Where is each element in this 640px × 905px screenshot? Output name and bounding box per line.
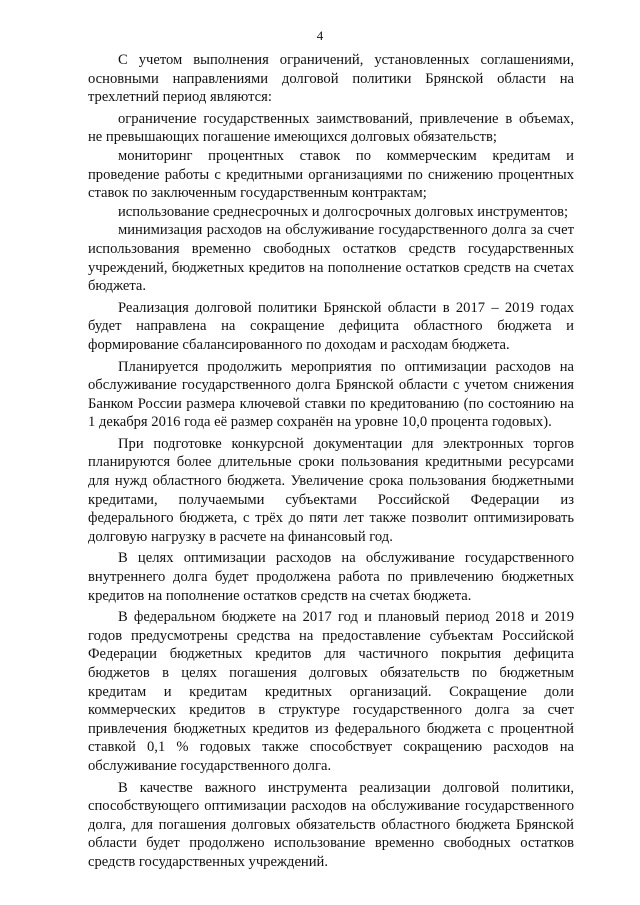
document-body <box>88 51 574 875</box>
paragraph-policy-implementation: Реализация долговой политики Брянской области в 2017 – 2019 годах будет направлена на сокращение дефицита областного бюджета и формирование сбалансированного по доходам и расходам бюджета. <box>88 299 574 353</box>
paragraph-tender-documentation: При подготовке конкурсной документации для электронных торгов планируются более длительные сроки пользования кредитными ресурсами для нужд областного бюджета. Увеличение срока пользования бюджетными кредитами, получаемыми субъектами Российской Федерации из федерального бюджета, с трёх до пяти лет также позволит оптимизировать долговую нагрузку в расчете на финансовый год. <box>88 435 574 545</box>
paragraph-budget-credits: В целях оптимизации расходов на обслуживание государственного внутреннего долга будет продолжена работа по привлечению бюджетных кредитов на пополнение остатков средств на счетах бюджета. <box>88 550 574 604</box>
list-item-debt-instruments: использование среднесрочных и долгосрочных долговых инструментов; <box>118 203 569 220</box>
paragraph-federal-budget: В федеральном бюджете на 2017 год и плановый период 2018 и 2019 годов предусмотрены средства на предоставление субъектам Российской Федерации бюджетных кредитов для частичного покрытия дефицита бюджетов в целях погашения долговых обязательств по бюджетным кредитам и кредитам кредитных организаций. Сокращение доли коммерческих кредитов в структуре государственного долга за счет привлечения бюджетных кредитов из федерального бюджета с процентной ставкой 0,1 % годовых также способствует сокращению расходов на обслуживание государственного долга. <box>88 609 574 774</box>
paragraph-cost-optimization: Планируется продолжить мероприятия по оптимизации расходов на обслуживание государственного долга Брянской области с учетом снижения Банком России размера ключевой ставки по кредитованию (по состоянию на 1 декабря 2016 года её размер сохранён на уровне 10,0 процента годовых). <box>88 358 574 431</box>
page-number: 4 <box>316 28 324 43</box>
list-item-borrowing-limit: ограничение государственных заимствований, привлечение в объемах, не превышающих погашение имеющихся долговых обязательств; <box>88 110 574 146</box>
list-item-cost-minimization: минимизация расходов на обслуживание государственного долга за счет использования временно свободных остатков средств государственных учреждений, бюджетных кредитов на пополнение остатков средств на счетах бюджета. <box>88 222 574 295</box>
list-item-rate-monitoring: мониторинг процентных ставок по коммерческим кредитам и проведение работы с кредитными организациями по снижению процентных ставок по заключенным государственным контрактам; <box>88 147 574 202</box>
intro-paragraph: С учетом выполнения ограничений, установленных соглашениями, основными направлениями долговой политики Брянской области на трехлетний период являются: <box>88 52 574 106</box>
paragraph-key-instrument: В качестве важного инструмента реализации долговой политики, способствующего оптимизации расходов на обслуживание государственного долга, для погашения долговых обязательств областного бюджета Брянской области будет продолжено использование временно свободных остатков средств государственных учреждений. <box>88 779 574 870</box>
